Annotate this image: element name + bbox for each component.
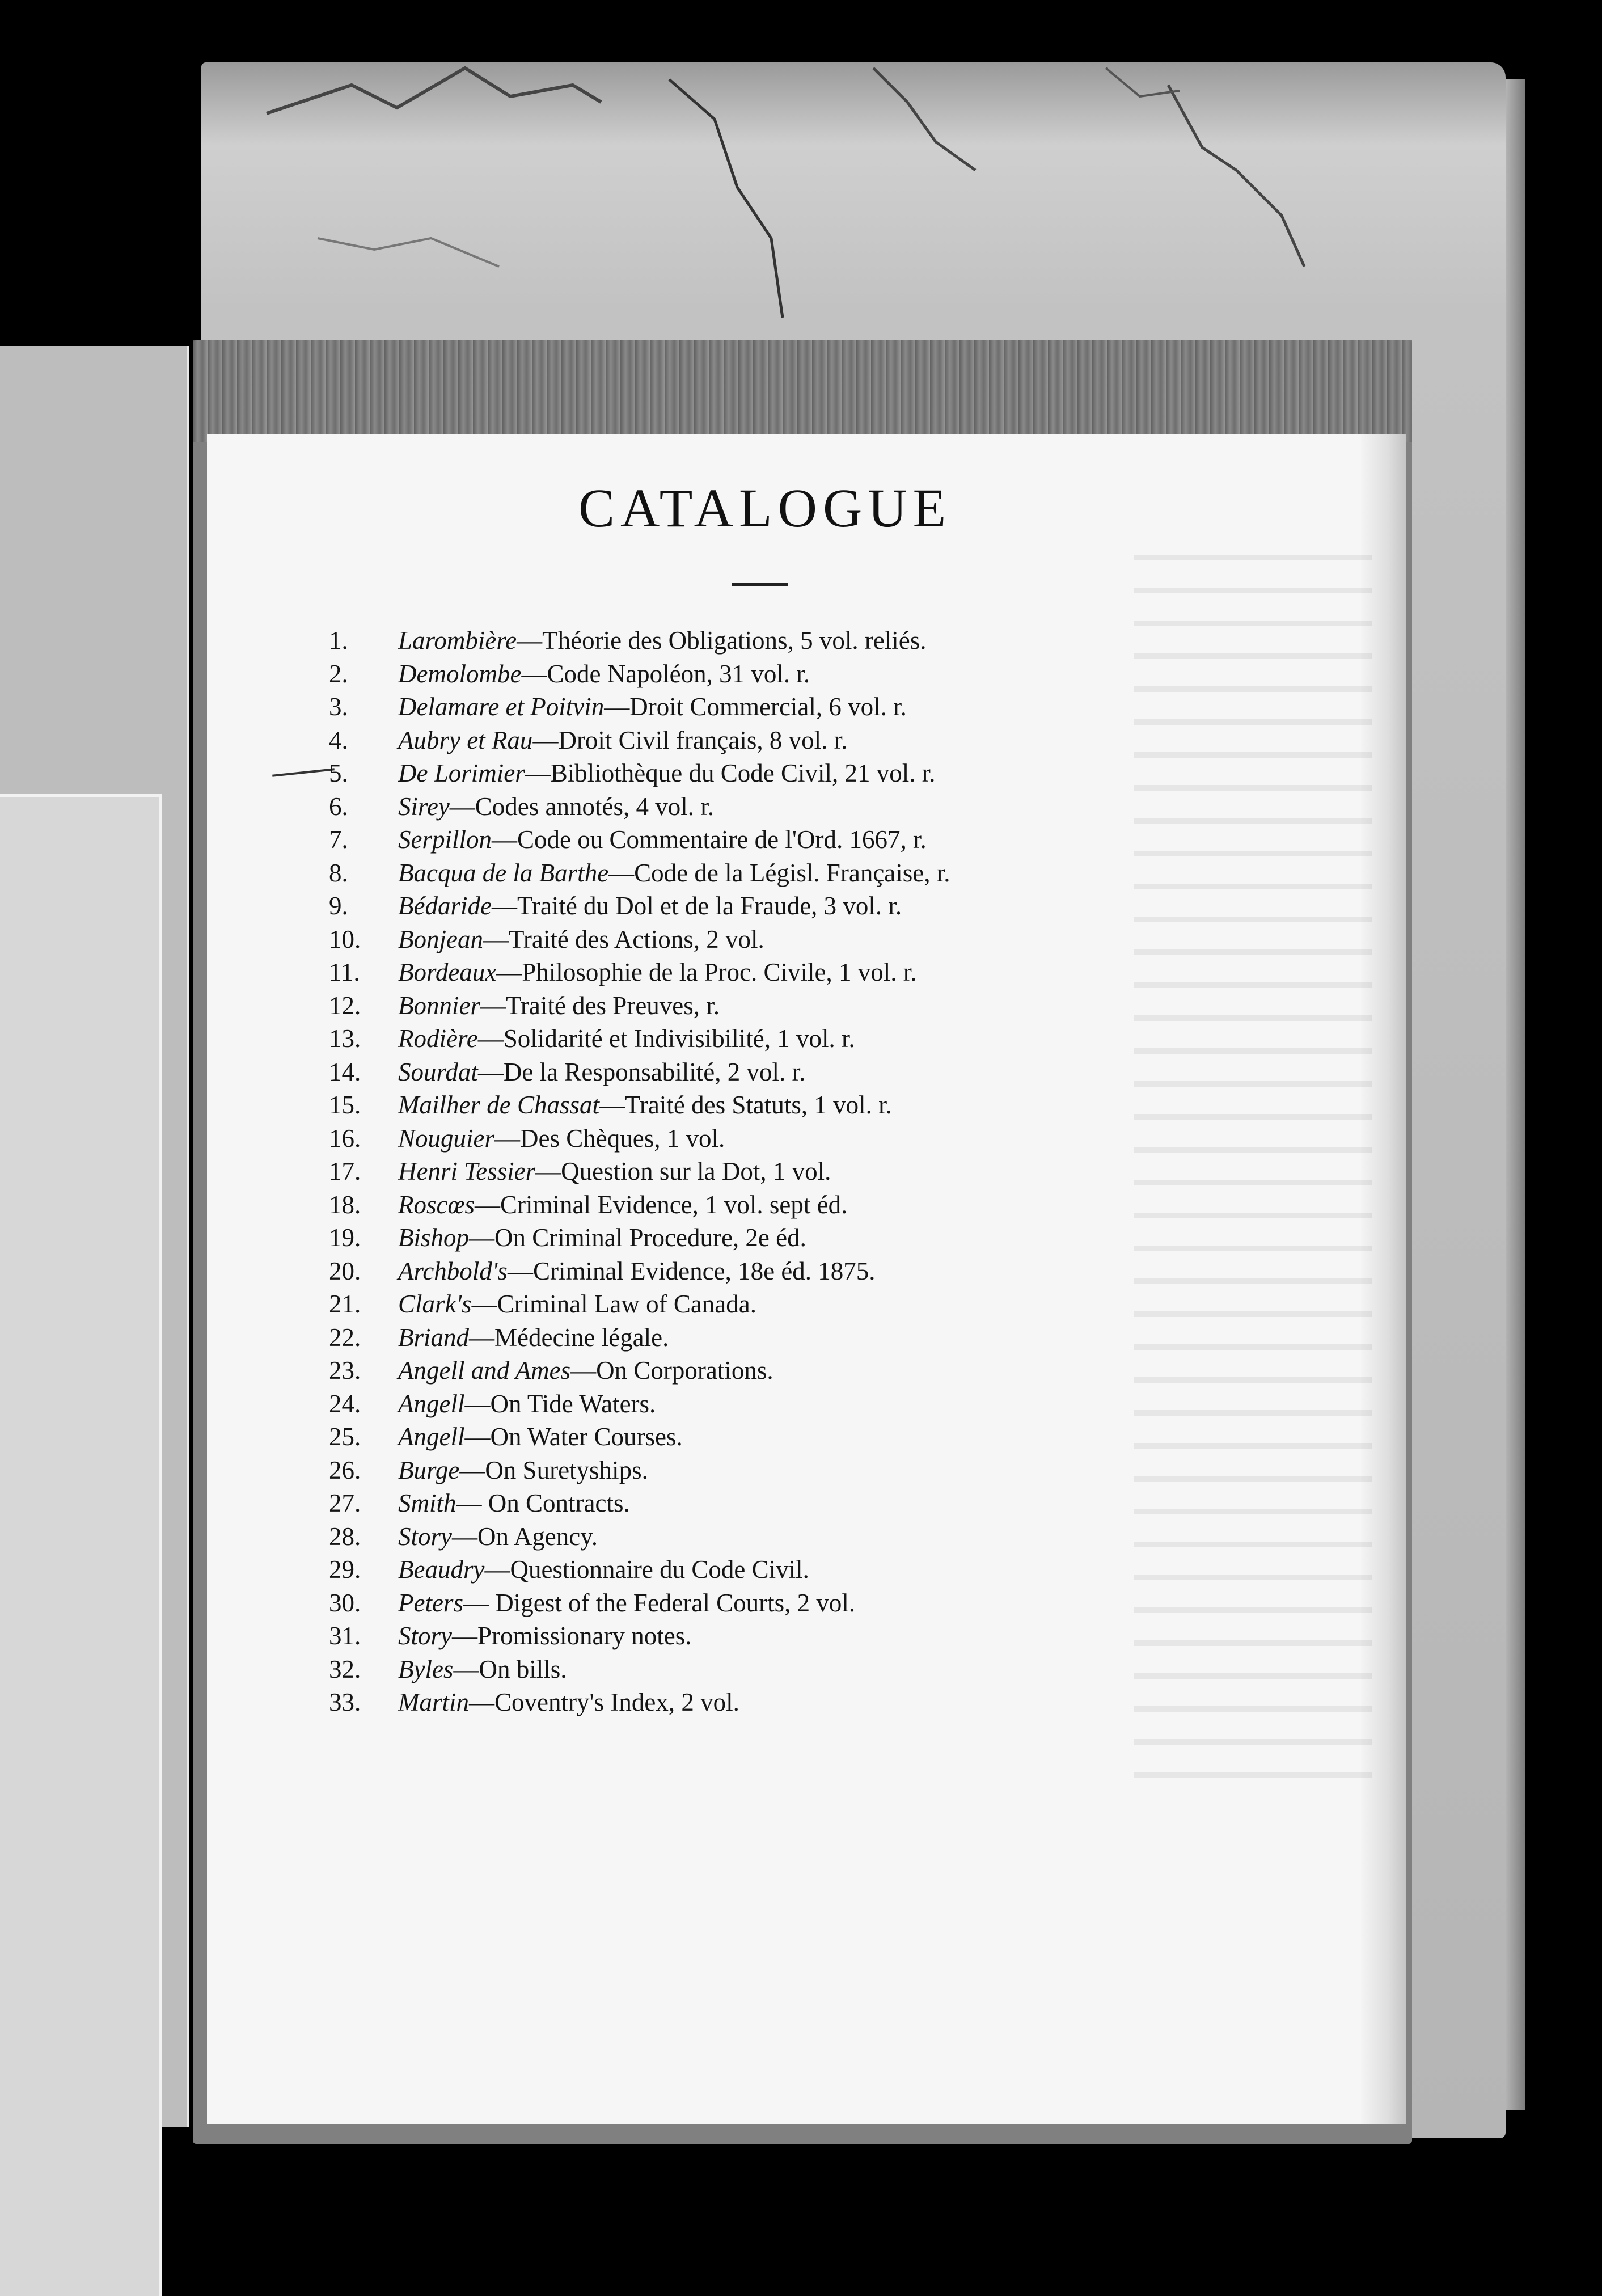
- entry-title: —Traité du Dol et de la Fraude, 3 vol. r.: [491, 892, 902, 920]
- entry-title: —On Water Courses.: [464, 1423, 683, 1451]
- entry-author: Angell: [398, 1423, 465, 1451]
- entry-title: — Digest of the Federal Courts, 2 vol.: [463, 1588, 856, 1617]
- entry-author: Burge: [398, 1455, 460, 1484]
- entry-author: Peters: [398, 1588, 463, 1617]
- list-item: [329, 1454, 1361, 1487]
- entry-title: —Traité des Preuves, r.: [480, 991, 720, 1020]
- entry-number: 20.: [329, 1256, 361, 1285]
- entry-number: 7.: [329, 825, 348, 854]
- entry-author: Demolombe: [398, 659, 522, 688]
- entry-title: —Questionnaire du Code Civil.: [484, 1555, 809, 1584]
- entry-title: —Criminal Evidence, 1 vol. sept éd.: [475, 1190, 848, 1219]
- entry-author: Story: [398, 1622, 452, 1650]
- entry-title: —Promissionary notes.: [452, 1622, 692, 1650]
- entry-author: Bacqua de la Barthe: [398, 858, 609, 887]
- entry-number: 1.: [329, 626, 348, 655]
- entry-title: —Code ou Commentaire de l'Ord. 1667, r.: [492, 825, 927, 854]
- list-item: [329, 690, 1361, 724]
- list-item: [329, 823, 1361, 856]
- entry-title: —On Suretyships.: [459, 1455, 648, 1484]
- entry-number: 30.: [329, 1588, 361, 1617]
- entry-number: 4.: [329, 725, 348, 754]
- entry-number: 26.: [329, 1455, 361, 1484]
- list-item: [329, 889, 1361, 923]
- entry-title: —Théorie des Obligations, 5 vol. reliés.: [517, 626, 927, 655]
- list-item: [329, 724, 1361, 757]
- list-item: [329, 1321, 1361, 1354]
- entry-number: 11.: [329, 958, 360, 986]
- list-item: [329, 624, 1361, 657]
- list-item: [329, 1686, 1361, 1719]
- title-rule: [732, 583, 788, 586]
- entry-author: Bonnier: [398, 991, 480, 1020]
- entry-author: Mailher de Chassat: [398, 1091, 599, 1119]
- entry-title: —Codes annotés, 4 vol. r.: [449, 792, 715, 821]
- entry-number: 25.: [329, 1423, 361, 1451]
- entry-author: Bonjean: [398, 925, 483, 953]
- entry-number: 31.: [329, 1622, 361, 1650]
- entry-author: Bordeaux: [398, 958, 497, 986]
- entry-author: Serpillon: [398, 825, 492, 854]
- entry-author: Rodière: [398, 1024, 478, 1053]
- entry-number: 14.: [329, 1057, 361, 1086]
- entry-number: 5.: [329, 759, 348, 787]
- entry-number: 19.: [329, 1223, 361, 1252]
- entry-title: —On bills.: [453, 1655, 567, 1683]
- left-page-inner-sheet: [0, 794, 162, 2296]
- list-item: [329, 757, 1361, 790]
- entry-author: Aubry et Rau: [398, 725, 533, 754]
- entry-number: 18.: [329, 1190, 361, 1219]
- page-top-stain-band: [193, 340, 1412, 442]
- entry-number: 17.: [329, 1157, 361, 1185]
- list-item: [329, 790, 1361, 824]
- entry-author: Angell: [398, 1389, 465, 1418]
- entry-author: Sirey: [398, 792, 450, 821]
- entry-number: 23.: [329, 1356, 361, 1385]
- entry-author: Larombière: [398, 626, 517, 655]
- entry-title: —On Tide Waters.: [464, 1389, 656, 1418]
- entry-author: De Lorimier: [398, 759, 525, 787]
- entry-number: 13.: [329, 1024, 361, 1053]
- entry-title: —Criminal Evidence, 18e éd. 1875.: [507, 1256, 876, 1285]
- list-item: [329, 1420, 1361, 1454]
- entry-author: Henri Tessier: [398, 1157, 536, 1185]
- entry-author: Roscœs: [398, 1190, 475, 1219]
- list-item: [329, 1288, 1361, 1321]
- entry-number: 24.: [329, 1389, 361, 1418]
- entry-author: Briand: [398, 1323, 470, 1352]
- entry-author: Story: [398, 1522, 452, 1551]
- entry-title: —Traité des Actions, 2 vol.: [483, 925, 764, 953]
- entry-number: 2.: [329, 659, 348, 688]
- entry-number: 16.: [329, 1124, 361, 1153]
- list-item: [329, 1619, 1361, 1653]
- list-item: [329, 856, 1361, 890]
- list-item: [329, 1653, 1361, 1686]
- entry-title: —Droit Commercial, 6 vol. r.: [604, 693, 907, 721]
- list-item: [329, 1088, 1361, 1122]
- entry-author: Angell and Ames: [398, 1356, 571, 1385]
- list-item: [329, 1520, 1361, 1554]
- list-item: [329, 1354, 1361, 1387]
- list-item: [329, 923, 1361, 956]
- entry-title: —Philosophie de la Proc. Civile, 1 vol. r.: [496, 958, 917, 986]
- entry-author: Sourdat: [398, 1057, 478, 1086]
- entry-title: —Code de la Législ. Française, r.: [608, 858, 950, 887]
- entry-title: —De la Responsabilité, 2 vol. r.: [477, 1057, 806, 1086]
- list-item: [329, 1586, 1361, 1620]
- entry-title: —Solidarité et Indivisibilité, 1 vol. r.: [477, 1024, 855, 1053]
- entry-number: 12.: [329, 991, 361, 1020]
- page-title: CATALOGUE: [578, 478, 952, 538]
- left-adjacent-page: [0, 346, 189, 2127]
- entry-author: Bishop: [398, 1223, 470, 1252]
- list-item: [329, 1056, 1361, 1089]
- entry-author: Byles: [398, 1655, 454, 1683]
- catalogue-list: [329, 624, 1361, 1719]
- entry-title: —On Corporations.: [570, 1356, 773, 1385]
- entry-number: 33.: [329, 1688, 361, 1716]
- entry-author: Smith: [398, 1489, 456, 1517]
- entry-title: —Question sur la Dot, 1 vol.: [535, 1157, 831, 1185]
- list-item: [329, 1022, 1361, 1056]
- list-item: [329, 657, 1361, 691]
- list-item: [329, 989, 1361, 1023]
- entry-number: 27.: [329, 1489, 361, 1517]
- entry-title: —Des Chèques, 1 vol.: [494, 1124, 725, 1153]
- entry-number: 15.: [329, 1091, 361, 1119]
- entry-author: Bédaride: [398, 892, 492, 920]
- entry-number: 22.: [329, 1323, 361, 1352]
- entry-number: 29.: [329, 1555, 361, 1584]
- entry-number: 21.: [329, 1290, 361, 1318]
- entry-title: —Droit Civil français, 8 vol. r.: [532, 725, 848, 754]
- entry-title: —Coventry's Index, 2 vol.: [469, 1688, 739, 1716]
- entry-title: —Criminal Law of Canada.: [471, 1290, 757, 1318]
- entry-number: 8.: [329, 858, 348, 887]
- list-item: [329, 1255, 1361, 1288]
- entry-author: Beaudry: [398, 1555, 485, 1584]
- list-item: [329, 1387, 1361, 1421]
- list-item: [329, 956, 1361, 989]
- entry-title: —Code Napoléon, 31 vol. r.: [521, 659, 810, 688]
- entry-number: 6.: [329, 792, 348, 821]
- list-item: [329, 1487, 1361, 1520]
- entry-author: Archbold's: [398, 1256, 508, 1285]
- entry-number: 3.: [329, 693, 348, 721]
- list-item: [329, 1155, 1361, 1188]
- entry-title: —On Criminal Procedure, 2e éd.: [469, 1223, 806, 1252]
- list-item: [329, 1221, 1361, 1255]
- list-item: [329, 1122, 1361, 1155]
- entry-number: 32.: [329, 1655, 361, 1683]
- entry-title: — On Contracts.: [456, 1489, 630, 1517]
- list-item: [329, 1188, 1361, 1222]
- entry-title: —On Agency.: [452, 1522, 598, 1551]
- entry-number: 9.: [329, 892, 348, 920]
- entry-author: Nouguier: [398, 1124, 495, 1153]
- list-item: [329, 1553, 1361, 1586]
- entry-number: 10.: [329, 925, 361, 953]
- entry-author: Clark's: [398, 1290, 472, 1318]
- entry-title: —Médecine légale.: [469, 1323, 669, 1352]
- entry-number: 28.: [329, 1522, 361, 1551]
- entry-author: Martin: [398, 1688, 470, 1716]
- entry-title: —Bibliothèque du Code Civil, 21 vol. r.: [525, 759, 936, 787]
- entry-title: —Traité des Statuts, 1 vol. r.: [599, 1091, 892, 1119]
- entry-author: Delamare et Poitvin: [398, 693, 605, 721]
